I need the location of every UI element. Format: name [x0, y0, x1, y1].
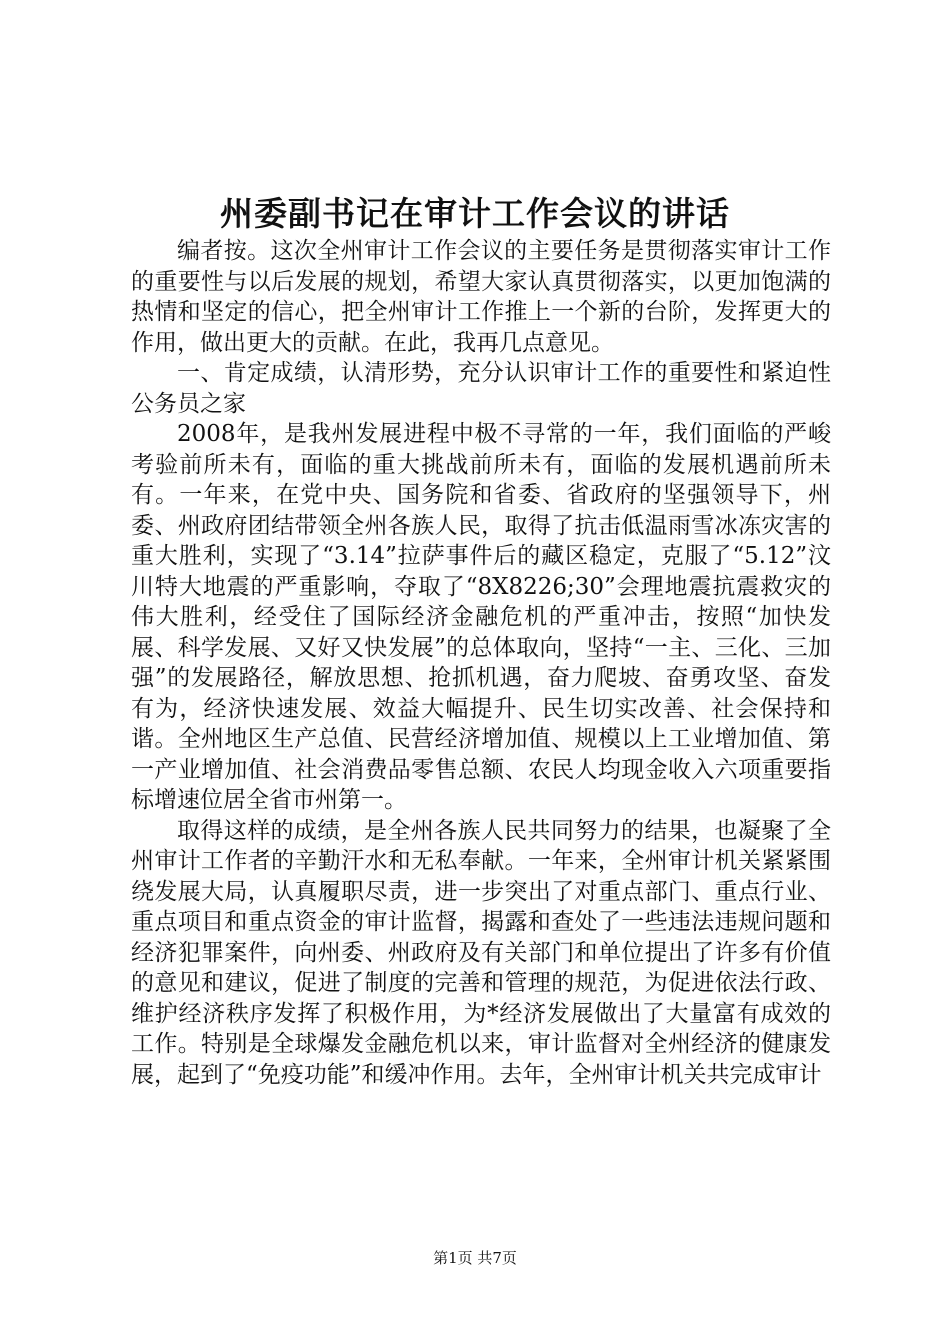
- document-title: 州委副书记在审计工作会议的讲话: [220, 194, 730, 233]
- paragraph-audit-achievements: 取得这样的成绩，是全州各族人民共同努力的结果，也凝聚了全州审计工作者的辛勤汗水和无私奉献。一年来，全州审计机关紧紧围绕发展大局，认真履职尽责，进一步突出了对重点部门、重点行业、重点项目和重点资金的审计监督，揭露和查处了一些违法违规问题和经济犯罪案件，向州委、州政府及有关部门和单位提出了许多有价值的意见和建议，促进了制度的完善和管理的规范，为促进依法行政、维护经济秩序发挥了积极作用，为*经济发展做出了大量富有成效的工作。特别是全球爆发金融危机以来，审计监督对全州经济的健康发展，起到了“免疫功能”和缓冲作用。去年，全州审计机关共完成审计: [131, 817, 831, 1088]
- paragraph-section-heading: 一、肯定成绩，认清形势，充分认识审计工作的重要性和紧迫性公务员之家: [131, 360, 831, 417]
- paragraph-2008-review: 2008年，是我州发展进程中极不寻常的一年，我们面临的严峻考验前所未有，面临的重大挑战前所未有，面临的发展机遇前所未有。一年来，在党中央、国务院和省委、省政府的坚强领导下，州委、州政府团结带领全州各族人民，取得了抗击低温雨雪冰冻灾害的重大胜利，实现了“3.14”拉萨事件后的藏区稳定，克服了“5.12”汶川特大地震的严重影响，夺取了“8X8226;30”会理地震抗震救灾的伟大胜利，经受住了国际经济金融危机的严重冲击，按照“加快发展、科学发展、又好又快发展”的总体取向，坚持“一主、三化、三加强”的发展路径，解放思想、抢抓机遇，奋力爬坡、奋勇攻坚、奋发有为，经济快速发展、效益大幅提升、民生切实改善、社会保持和谐。全州地区生产总值、民营经济增加值、规模以上工业增加值、第一产业增加值、社会消费品零售总额、农民人均现金收入六项重要指标增速位居全省市州第一。: [131, 421, 831, 813]
- page-number-footer: 第1页 共7页: [433, 1249, 517, 1267]
- document-body: [131, 236, 831, 1090]
- paragraph-editor-note: 编者按。这次全州审计工作会议的主要任务是贯彻落实审计工作的重要性与以后发展的规划，希望大家认真贯彻落实，以更加饱满的热情和坚定的信心，把全州审计工作推上一个新的台阶，发挥更大的作用，做出更大的贡献。在此，我再几点意见。: [131, 238, 831, 356]
